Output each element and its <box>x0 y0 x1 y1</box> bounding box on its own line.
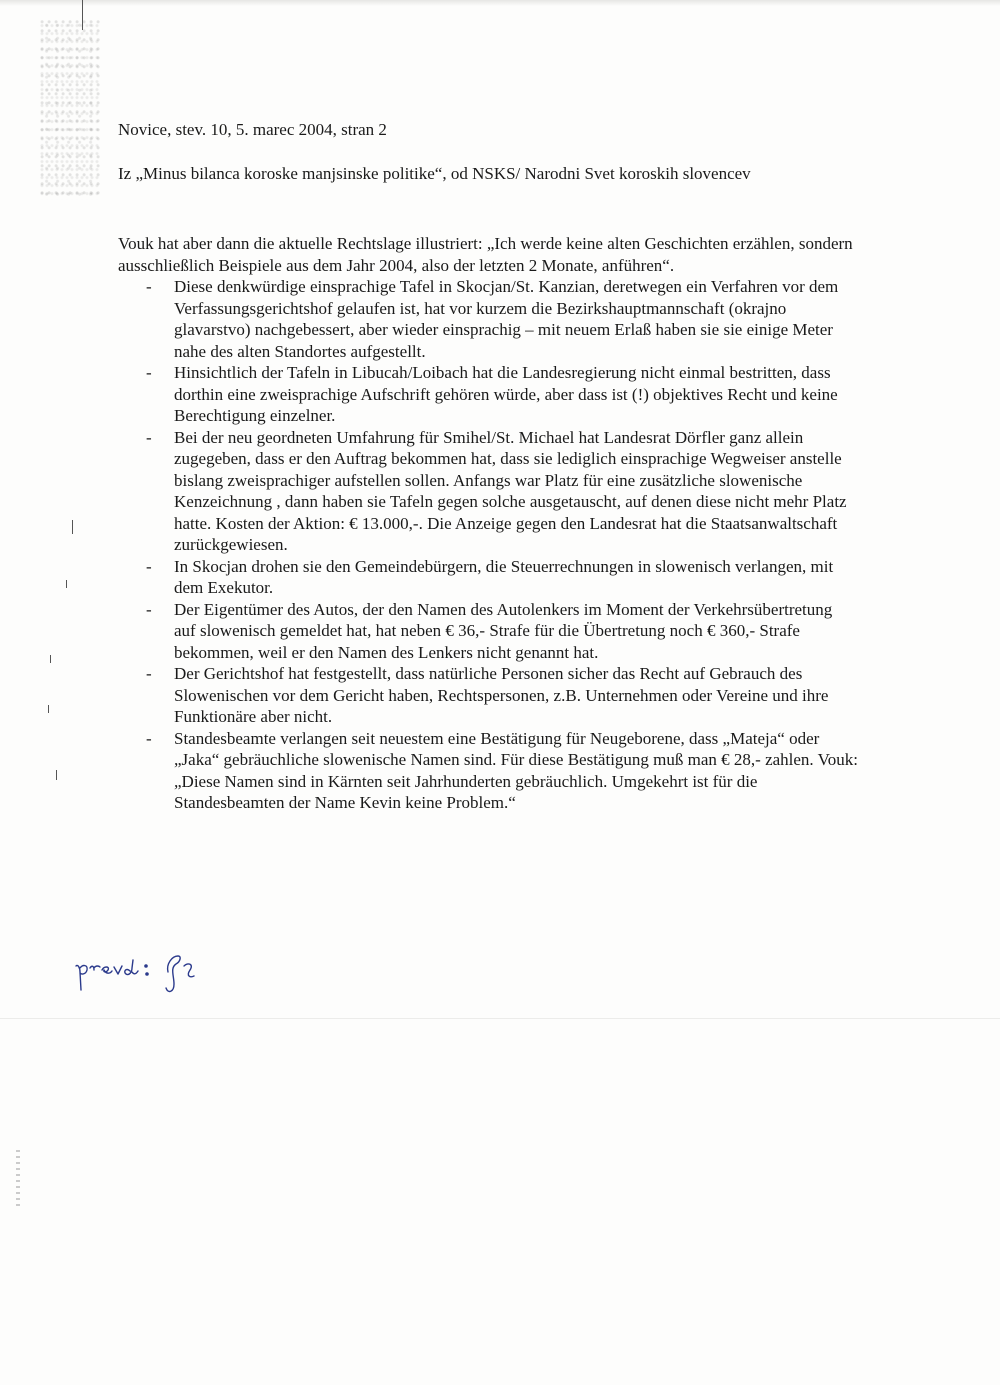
scan-mark <box>72 520 73 534</box>
bullet-dash: - <box>146 427 152 447</box>
list-item-text: Hinsichtlich der Tafeln in Libucah/Loibach hat die Landesregierung nicht einmal bestritten, dass dorthin eine zweisprachige Aufschrift gehören würde, aber dass ist (!) objektives Recht und keine Berechtigung einzelner. <box>174 363 838 425</box>
bullet-dash: - <box>146 363 152 382</box>
bullet-dash: - <box>146 728 152 748</box>
bullet-dash: - <box>146 664 152 683</box>
intro-paragraph: Vouk hat aber dann die aktuelle Rechtslage illustriert: „Ich werde keine alten Geschichten erzählen, sondern ausschließlich Beispiele aus dem Jahr 2004, also der letzten 2 Monate, anführen“. <box>118 234 853 275</box>
handwritten-signature <box>70 938 240 998</box>
body-text <box>118 233 858 814</box>
fold-line <box>0 1018 1000 1019</box>
scan-mark <box>56 770 57 780</box>
bullet-dash: - <box>146 556 152 576</box>
list-item-text: Bei der neu geordneten Umfahrung für Smihel/St. Michael hat Landesrat Dörfler ganz allein zugegeben, dass er den Auftrag bekommen hat, dass sie lediglich einsprachige Wegweiser anstelle bislang zweisprachiger aufstellen sollen. Anfangs war Platz für eine zusätzliche slowenische Kenzeichnung , dann haben sie Tafeln gegen solche ausgetauscht, auf denen diese nicht mehr Platz hatte. Kosten der Aktion: € 13.000,-. Die Anzeige gegen den Landesrat hat die Staatsanwaltschaft zurückgewiesen. <box>174 427 847 554</box>
scan-noise <box>40 20 100 200</box>
list-item-text: Der Eigentümer des Autos, der den Namen des Autolenkers im Moment der Verkehrsübertretung auf slowenisch gemeldet hat, hat neben € 36,- Strafe für die Übertretung noch € 360,- Strafe bekommen, weil er den Namen des Lenkers nicht genannt hat. <box>174 599 833 662</box>
source-line: Novice, stev. 10, 5. marec 2004, stran 2 <box>118 120 387 139</box>
bullet-dash: - <box>146 599 152 619</box>
list-item <box>118 728 858 814</box>
scan-edge <box>0 0 1000 6</box>
list-item <box>118 276 858 362</box>
list-item <box>118 427 858 556</box>
list-item <box>118 362 858 427</box>
list-item <box>118 556 858 599</box>
list-item-text: Standesbeamte verlangen seit neuestem eine Bestätigung für Neugeborene, dass „Mateja“ oder „Jaka“ gebräuchliche slowenische Namen sind. Für diese Bestätigung muß man € 28,- zahlen. Vouk: „Diese Namen sind in Kärnten seit Jahrhunderten gebräuchlich. Umgekehrt ist für die Standesbeamten der Name Kevin keine Problem.“ <box>174 728 858 812</box>
bullet-list <box>118 276 858 814</box>
list-item-text: Der Gerichtshof hat festgestellt, dass natürliche Personen sicher das Recht auf Gebrauch des Slowenischen vor dem Gericht haben, Rechtspersonen, z.B. Unternehmen oder Vereine und ihre Funktionäre aber nicht. <box>174 664 829 726</box>
list-item-text: Diese denkwürdige einsprachige Tafel in Skocjan/St. Kanzian, deretwegen ein Verfahren vor dem Verfassungsgerichtshof gelaufen ist, hat vor kurzem die Bezirkshauptmannschaft (okrajno glavarstvo) nachgebessert, aber wieder einsprachig – mit neuem Erlaß haben sie sie einige Meter nahe des alten Standortes aufgestellt. <box>174 277 839 361</box>
scan-mark <box>66 580 67 588</box>
list-item <box>118 599 858 664</box>
scan-mark <box>50 655 51 663</box>
bullet-dash: - <box>146 277 152 296</box>
reference-line: Iz „Minus bilanca koroske manjsinske politike“, od NSKS/ Narodni Svet koroskih slovencev <box>118 164 751 183</box>
scan-mark <box>82 0 83 30</box>
list-item-text: In Skocjan drohen sie den Gemeindebürgern, die Steuerrechnungen in slowenisch verlangen, mit dem Exekutor. <box>174 556 834 597</box>
scan-speckle <box>16 1150 20 1210</box>
list-item <box>118 663 858 728</box>
scan-mark <box>48 705 49 713</box>
